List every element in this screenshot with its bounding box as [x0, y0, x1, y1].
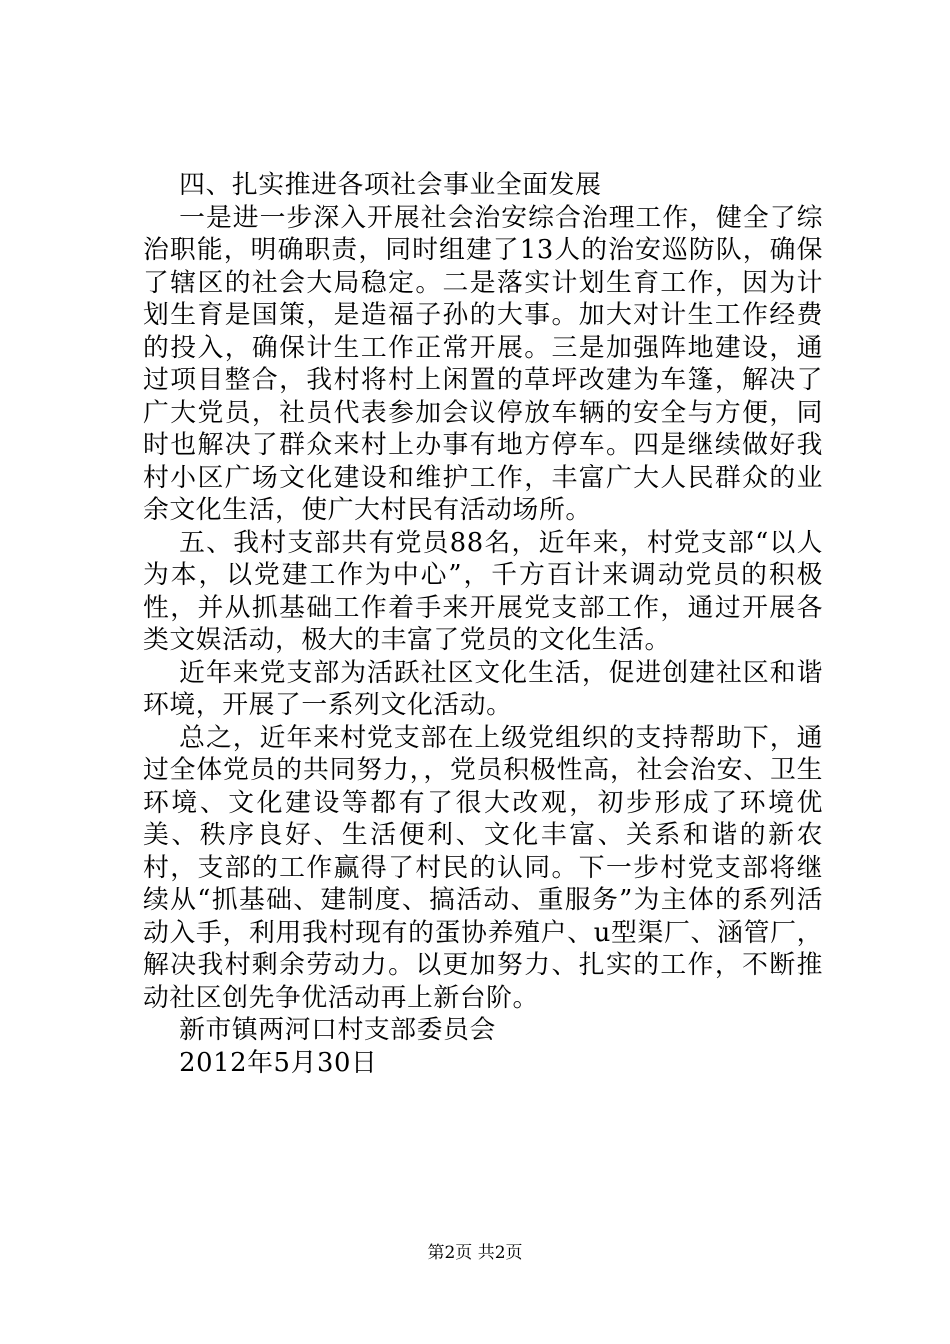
- page-footer: [0, 1242, 950, 1264]
- signature-line: 新市镇两河口村支部委员会: [179, 1015, 496, 1045]
- document-body: [143, 169, 823, 1079]
- section-heading-4: 四、扎实推进各项社会事业全面发展: [179, 170, 602, 200]
- page-number-label: 第2页 共2页: [427, 1243, 523, 1263]
- paragraph-cultural-activities: 近年来党支部为活跃社区文化生活，促进创建社区和谐环境，开展了一系列文化活动。: [143, 657, 823, 720]
- paragraph-party-members: 五、我村支部共有党员88名，近年来，村党支部“以人为本，以党建工作为中心”，千方百计来调动党员的积极性，并从抓基础工作着手来开展党支部工作，通过开展各类文娱活动，极大的丰富了党员的文化生活。: [143, 527, 823, 655]
- date-line: 2012年5月30日: [179, 1047, 378, 1078]
- paragraph-social-affairs: 一是进一步深入开展社会治安综合治理工作，健全了综治职能，明确职责，同时组建了13人的治安巡防队，确保了辖区的社会大局稳定。二是落实计划生育工作，因为计划生育是国策，是造福子孙的大事。加大对计生工作经费的投入，确保计生工作正常开展。三是加强阵地建设，通过项目整合，我村将村上闲置的草坪改建为车篷，解决了广大党员，社员代表参加会议停放车辆的安全与方便，同时也解决了群众来村上办事有地方停车。四是继续做好我村小区广场文化建设和维护工作，丰富广大人民群众的业余文化生活，使广大村民有活动场所。: [143, 202, 823, 525]
- paragraph-summary: 总之，近年来村党支部在上级党组织的支持帮助下，通过全体党员的共同努力，，党员积极性高，社会治安、卫生环境、文化建设等都有了很大改观，初步形成了环境优美、秩序良好、生活便利、文化丰富、关系和谐的新农村，支部的工作赢得了村民的认同。下一步村党支部将继续从“抓基础、建制度、搞活动、重服务”为主体的系列活动入手，利用我村现有的蛋协养殖户、u型渠厂、涵管厂，解决我村剩余劳动力。以更加努力、扎实的工作，不断推动社区创先争优活动再上新台阶。: [143, 722, 823, 1013]
